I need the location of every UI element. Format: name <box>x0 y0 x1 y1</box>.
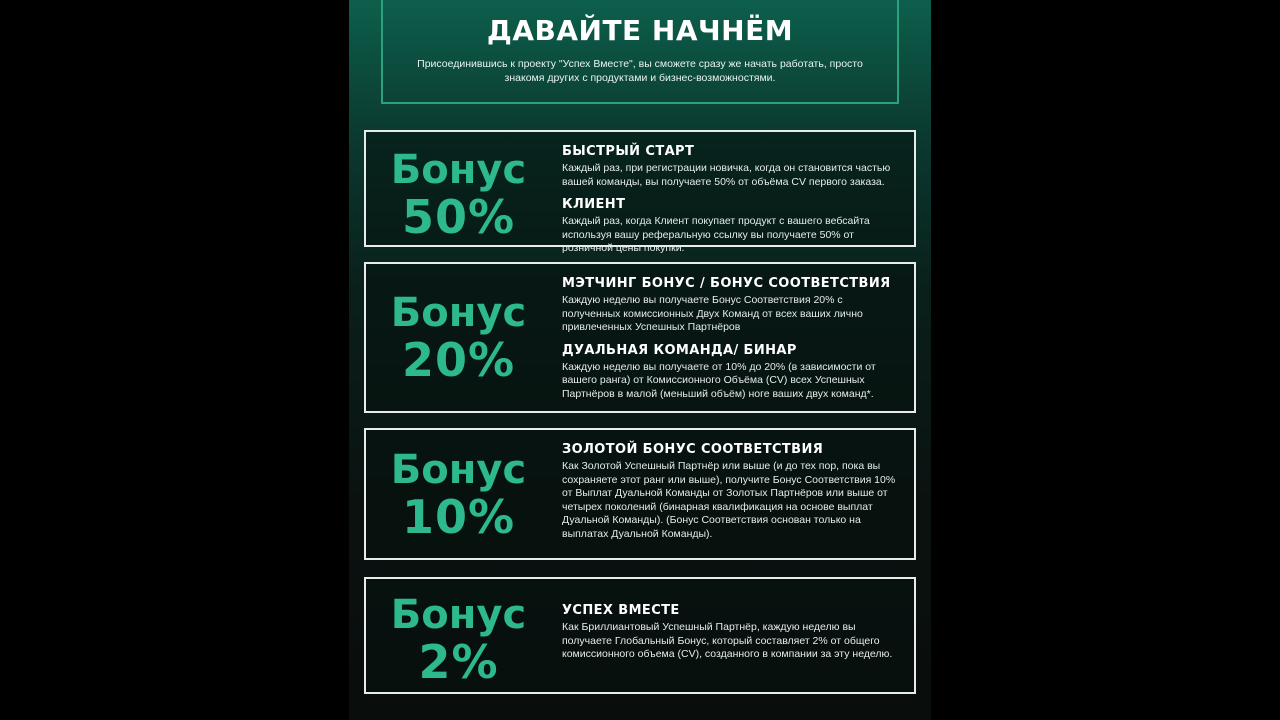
section-title: ЗОЛОТОЙ БОНУС СООТВЕТСТВИЯ <box>562 442 824 457</box>
bonus-percent: 2% <box>418 635 499 689</box>
bonus-card-10 <box>364 428 916 560</box>
bonus-description <box>562 603 898 662</box>
section-text: Как Бриллиантовый Успешный Партнёр, каждую неделю вы получаете Глобальный Бонус, который составляет 2% от общего комиссионного объема (CV), созданного в компании за эту неделю. <box>562 621 893 660</box>
section-text: Каждую неделю вы получаете от 10% до 20% (в зависимости от вашего ранга) от Комиссионного Объёма (CV) всех Успешных Партнёров в малой (меньший объём) ноге ваших двух команд*. <box>562 360 876 400</box>
bonus-word: Бонус <box>390 147 527 193</box>
hero-box <box>381 0 899 104</box>
section-title: ДУАЛЬНАЯ КОМАНДА/ БИНАР <box>562 342 797 358</box>
bonus-description <box>562 442 898 541</box>
bonus-label <box>366 291 551 385</box>
hero-text: Присоединившись к проекту "Успех Вместе", вы сможете сразу же начать работать, просто знакомя других с продуктами и бизнес-возможностями. <box>417 58 863 84</box>
bonus-card-2 <box>364 577 916 694</box>
bonus-card-20 <box>364 262 916 413</box>
bonus-percent: 20% <box>401 333 516 387</box>
section-text: Каждый раз, при регистрации новичка, когда он становится частью вашей команды, вы получаете 50% от объёма CV первого заказа. <box>562 162 891 188</box>
bonus-card-50 <box>364 130 916 254</box>
section-title: БЫСТРЫЙ СТАРТ <box>562 144 695 159</box>
bonus-percent: 10% <box>401 490 516 544</box>
hero-title: ДАВАЙТЕ НАЧНЁМ <box>486 14 794 47</box>
section-text: Каждый раз, когда Клиент покупает продукт с вашего вебсайта используя вашу реферальную ссылку вы получаете 50% от розничной цены покупки. <box>562 215 870 254</box>
bonus-label <box>366 148 551 242</box>
section-title: КЛИЕНТ <box>562 197 626 212</box>
bonus-word: Бонус <box>390 592 527 638</box>
section-text: Как Золотой Успешный Партнёр или выше (и до тех пор, пока вы сохраняете этот ранг или выше), получите Бонус Соответствия 10% от Выплат Дуальной Команды от Золотых Партнёров или выше от четырех поколений (бинарная квалификация на основе выплат Дуальной Команды). (Бонус Соответствия основан только на выплатах Дуальной Команды). <box>562 460 896 540</box>
bonus-description <box>562 276 898 401</box>
bonus-label <box>366 593 551 687</box>
bonus-percent: 50% <box>401 190 516 244</box>
bonus-label <box>366 448 551 542</box>
bonus-word: Бонус <box>390 447 527 493</box>
section-text: Каждую неделю вы получаете Бонус Соответствия 20% с полученных комиссионных Двух Команд от всех ваших лично привлеченных Успешных Партнёров <box>562 294 863 333</box>
section-title: УСПЕХ ВМЕСТЕ <box>562 603 680 618</box>
bonus-description <box>562 144 898 256</box>
bonus-word: Бонус <box>390 290 527 336</box>
section-title: МЭТЧИНГ БОНУС / БОНУС СООТВЕТСТВИЯ <box>562 276 891 291</box>
